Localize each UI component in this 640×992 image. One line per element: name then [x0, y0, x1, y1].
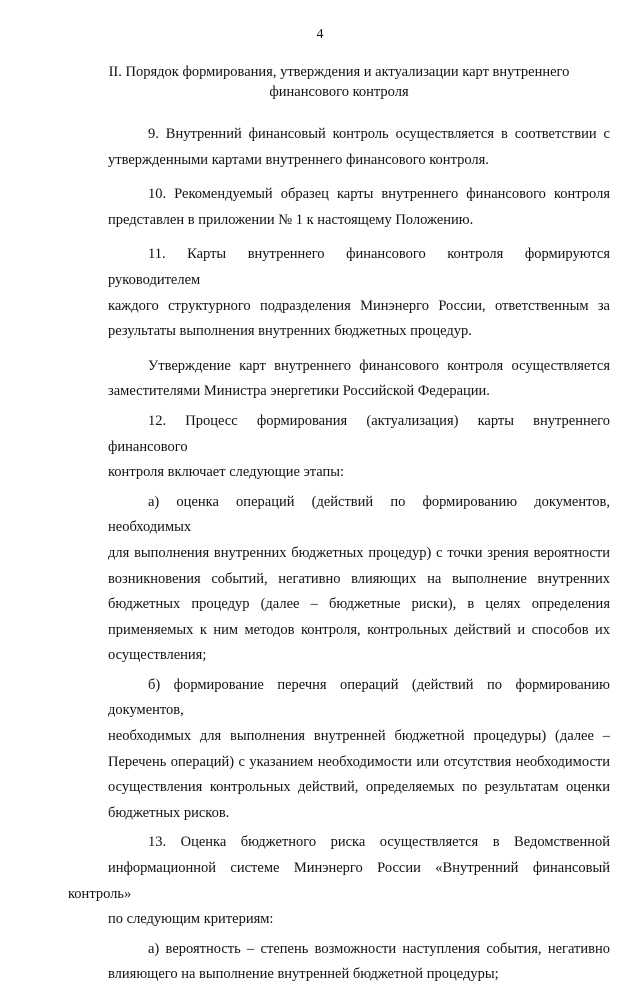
text-line: заместителями Министра энергетики Российской Федерации.	[108, 383, 490, 400]
text-line: осуществления контрольных действий, определяемых по результатам оценки	[108, 779, 610, 796]
text-line: 10. Рекомендуемый образец карты внутреннего финансового контроля	[148, 186, 610, 203]
paragraph-approval	[68, 354, 610, 405]
text-line: по следующим критериям:	[108, 911, 274, 928]
text-line: 9. Внутренний финансовый контроль осуществляется в соответствии с	[148, 126, 610, 142]
text-line: утвержденными картами внутреннего финансового контроля.	[108, 151, 489, 168]
text-line: возникновения событий, негативно влияющих на выполнение внутренних	[108, 570, 610, 587]
text-line: необходимых для выполнения внутренней бюджетной процедуры) (далее –	[108, 728, 610, 745]
text-line: результаты выполнения внутренних бюджетных процедур.	[108, 323, 472, 340]
text-line: бюджетных процедур (далее – бюджетные риски), в целях определения	[108, 596, 610, 613]
text-line: 12. Процесс формирования (актуализация) карты внутреннего финансового	[108, 412, 610, 455]
heading-line: II. Порядок формирования, утверждения и актуализации карт внутреннего	[108, 64, 570, 80]
text-line: применяемых к ним методов контроля, контрольных действий и способов их	[108, 621, 610, 638]
page-number: 4	[316, 27, 324, 42]
text-line: Перечень операций) с указанием необходимости или отсутствия необходимости	[108, 753, 610, 770]
text-line: а) оценка операций (действий по формированию документов, необходимых	[108, 493, 610, 536]
paragraph-12a	[68, 490, 610, 669]
paragraph-9	[68, 122, 610, 173]
text-line: 11. Карты внутреннего финансового контроля формируются руководителем	[108, 246, 610, 288]
text-line: а) вероятность – степень возможности наступления события, негативно	[148, 940, 610, 957]
text-line: для выполнения внутренних бюджетных процедур) с точки зрения вероятности	[108, 544, 610, 561]
text-line: контроля включает следующие этапы:	[108, 464, 345, 481]
text-line: влияющего на выполнение внутренней бюджетной процедуры;	[108, 966, 499, 983]
text-line: каждого структурного подразделения Минэнерго России, ответственным за	[108, 297, 610, 314]
paragraph-10	[68, 182, 610, 233]
paragraph-13	[68, 830, 610, 932]
text-line: 13. Оценка бюджетного риска осуществляется в Ведомственной	[148, 834, 610, 851]
document-body	[68, 122, 610, 992]
paragraph-13a	[68, 937, 610, 988]
text-line: Утверждение карт внутреннего финансового контроля осуществляется	[148, 357, 610, 374]
text-line: осуществления;	[108, 647, 207, 664]
heading-line: финансового контроля	[269, 84, 409, 100]
paragraph-11	[68, 242, 610, 344]
text-line: информационной системе Минэнерго России «Внутренний финансовый контроль»	[68, 860, 610, 902]
paragraph-12b	[68, 673, 610, 827]
paragraph-12	[68, 409, 610, 486]
section-heading	[68, 62, 610, 102]
text-line: представлен в приложении № 1 к настоящему Положению.	[108, 211, 474, 228]
text-line: б) формирование перечня операций (действий по формированию документов,	[108, 676, 610, 719]
text-line: бюджетных рисков.	[108, 804, 230, 821]
